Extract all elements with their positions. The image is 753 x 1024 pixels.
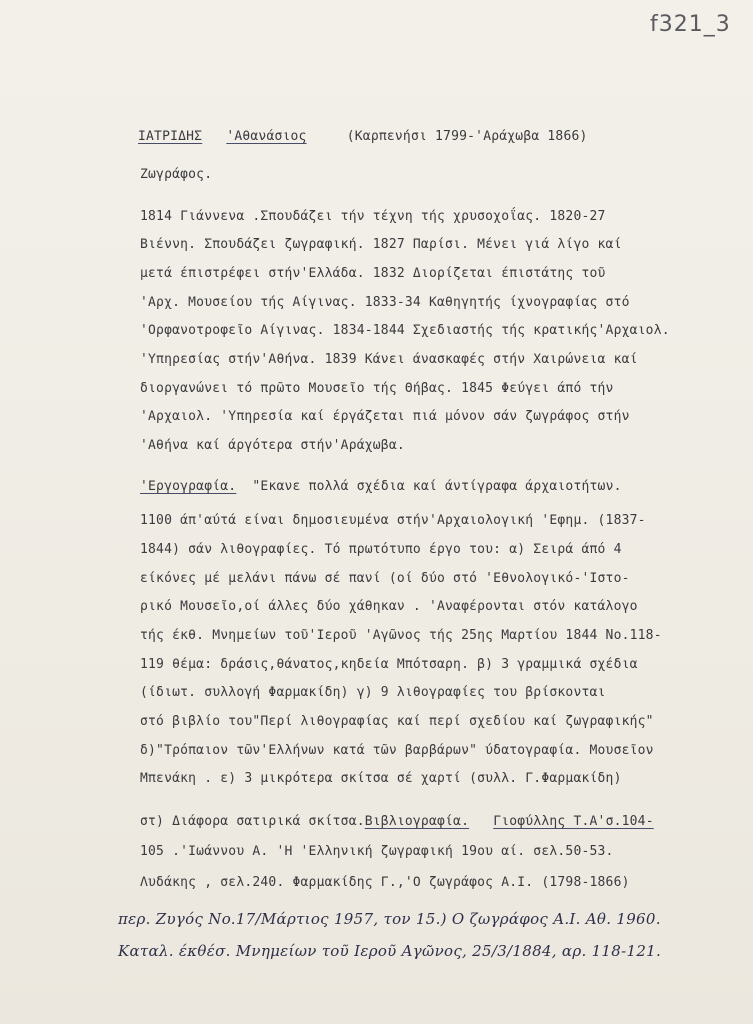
- profession: Ζωγράφος.: [140, 167, 213, 182]
- surname: ΙΑΤΡΙΔΗΣ: [138, 129, 203, 144]
- works-line: Μπενάκη . ε) 3 μικρότερα σκίτσα σέ χαρτί (συλλ. Γ.Φαρμακίδη): [140, 771, 622, 786]
- bio-line: 'Αθήνα καί άργότερα στήν'Αράχωβα.: [140, 438, 405, 453]
- works-line: δ)"Τρόπαιον τῶν'Ελλήνων κατά τῶν βαρβάρων" ύδατογραφία. Μουσεῖον: [140, 743, 654, 758]
- works-line: ρικό Μουσεῖο,οί άλλες δύο χάθηκαν . 'Αναφέρονται στόν κατάλογο: [140, 599, 638, 614]
- handwritten-note: περ. Ζυγός No.17/Μάρτιος 1957, τον 15.) Ο ζωγράφος Α.Ι. Αθ. 1960.: [118, 910, 661, 928]
- works-last: στ) Διάφορα σατιρικά σκίτσα.: [140, 814, 365, 829]
- handwritten-note: Καταλ. έκθέσ. Μνημείων τοῦ Ιεροῦ Αγῶνος, 25/3/1884, αρ. 118-121.: [118, 942, 662, 960]
- bio-line: Βιέννη. Σπουδάζει ζωγραφική. 1827 Παρίσι. Μένει γιά λίγο καί: [140, 237, 622, 252]
- bio-line: 'Ορφανοτροφεῖο Αίγινας. 1834-1844 Σχεδιαστής τής κρατικής'Αρχαιολ.: [140, 323, 670, 338]
- works-line: τής έκθ. Μνημείων τοῦ'Ιεροῦ 'Αγῶνος τής 25ης Μαρτίου 1844 No.118-: [140, 628, 662, 643]
- header-line: [138, 128, 588, 146]
- works-heading: 'Εργογραφία.: [140, 479, 237, 494]
- bio-line: διοργανώνει τό πρῶτο Μουσεῖο τής Θήβας. 1845 Φεύγει άπό τήν: [140, 381, 614, 396]
- bibliography-line: Λυδάκης , σελ.240. Φαρμακίδης Γ.,'Ο ζωγράφος Α.Ι. (1798-1866): [140, 875, 630, 890]
- bio-line: μετά έπιστρέφει στήν'Ελλάδα. 1832 Διορίζεται έπιστάτης τοῦ: [140, 266, 606, 281]
- reference-code: f321_3: [650, 12, 731, 37]
- bibliography-heading: Βιβλιογραφία.: [364, 814, 470, 829]
- bibliography-entry: Γιοφύλλης Τ.Α'σ.104-: [493, 814, 654, 829]
- works-intro: "Εκανε πολλά σχέδια καί άντίγραφα άρχαιοτήτων.: [252, 479, 622, 494]
- life-dates: (Καρπενήσι 1799-'Αράχωβα 1866): [346, 129, 588, 144]
- bio-line: 1814 Γιάννενα .Σπουδάζει τήν τέχνη τής χρυσοχοΐας. 1820-27: [140, 209, 606, 224]
- bio-line: 'Αρχ. Μουσείου τής Αίγινας. 1833-34 Καθηγητής ίχνογραφίας στό: [140, 295, 630, 310]
- works-line: 119 θέμα: δράσις,θάνατος,κηδεία Μπότσαρη. β) 3 γραμμικά σχέδια: [140, 657, 638, 672]
- works-line: 1844) σάν λιθογραφίες. Τό πρωτότυπο έργο του: α) Σειρά άπό 4: [140, 542, 622, 557]
- bio-line: 'Υπηρεσίας στήν'Αθήνα. 1839 Κάνει άνασκαφές στήν Χαιρώνεια καί: [140, 352, 638, 367]
- bio-line: 'Αρχαιολ. 'Υπηρεσία καί έργάζεται πιά μόνον σάν ζωγράφος στήν: [140, 409, 630, 424]
- works-line: 1100 άπ'αύτά είναι δημοσιευμένα στήν'Αρχαιολογική 'Εφημ. (1837-: [140, 513, 646, 528]
- bibliography-line: 105 .'Ιωάννου Α. 'Η 'Ελληνική ζωγραφική 19ου αί. σελ.50-53.: [140, 844, 614, 859]
- bibliography-first-line: [140, 813, 654, 831]
- works-line: (ίδιωτ. συλλογή Φαρμακίδη) γ) 9 λιθογραφίες του βρίσκονται: [140, 685, 606, 700]
- works-first-line: [140, 478, 622, 496]
- works-line: είκόνες μέ μελάνι πάνω σέ πανί (οί δύο στό 'Εθνολογικό-'Ιστο-: [140, 571, 630, 586]
- works-line: στό βιβλίο του"Περί λιθογραφίας καί περί σχεδίου καί ζωγραφικής": [140, 714, 654, 729]
- given-name: 'Αθανάσιος: [226, 129, 307, 144]
